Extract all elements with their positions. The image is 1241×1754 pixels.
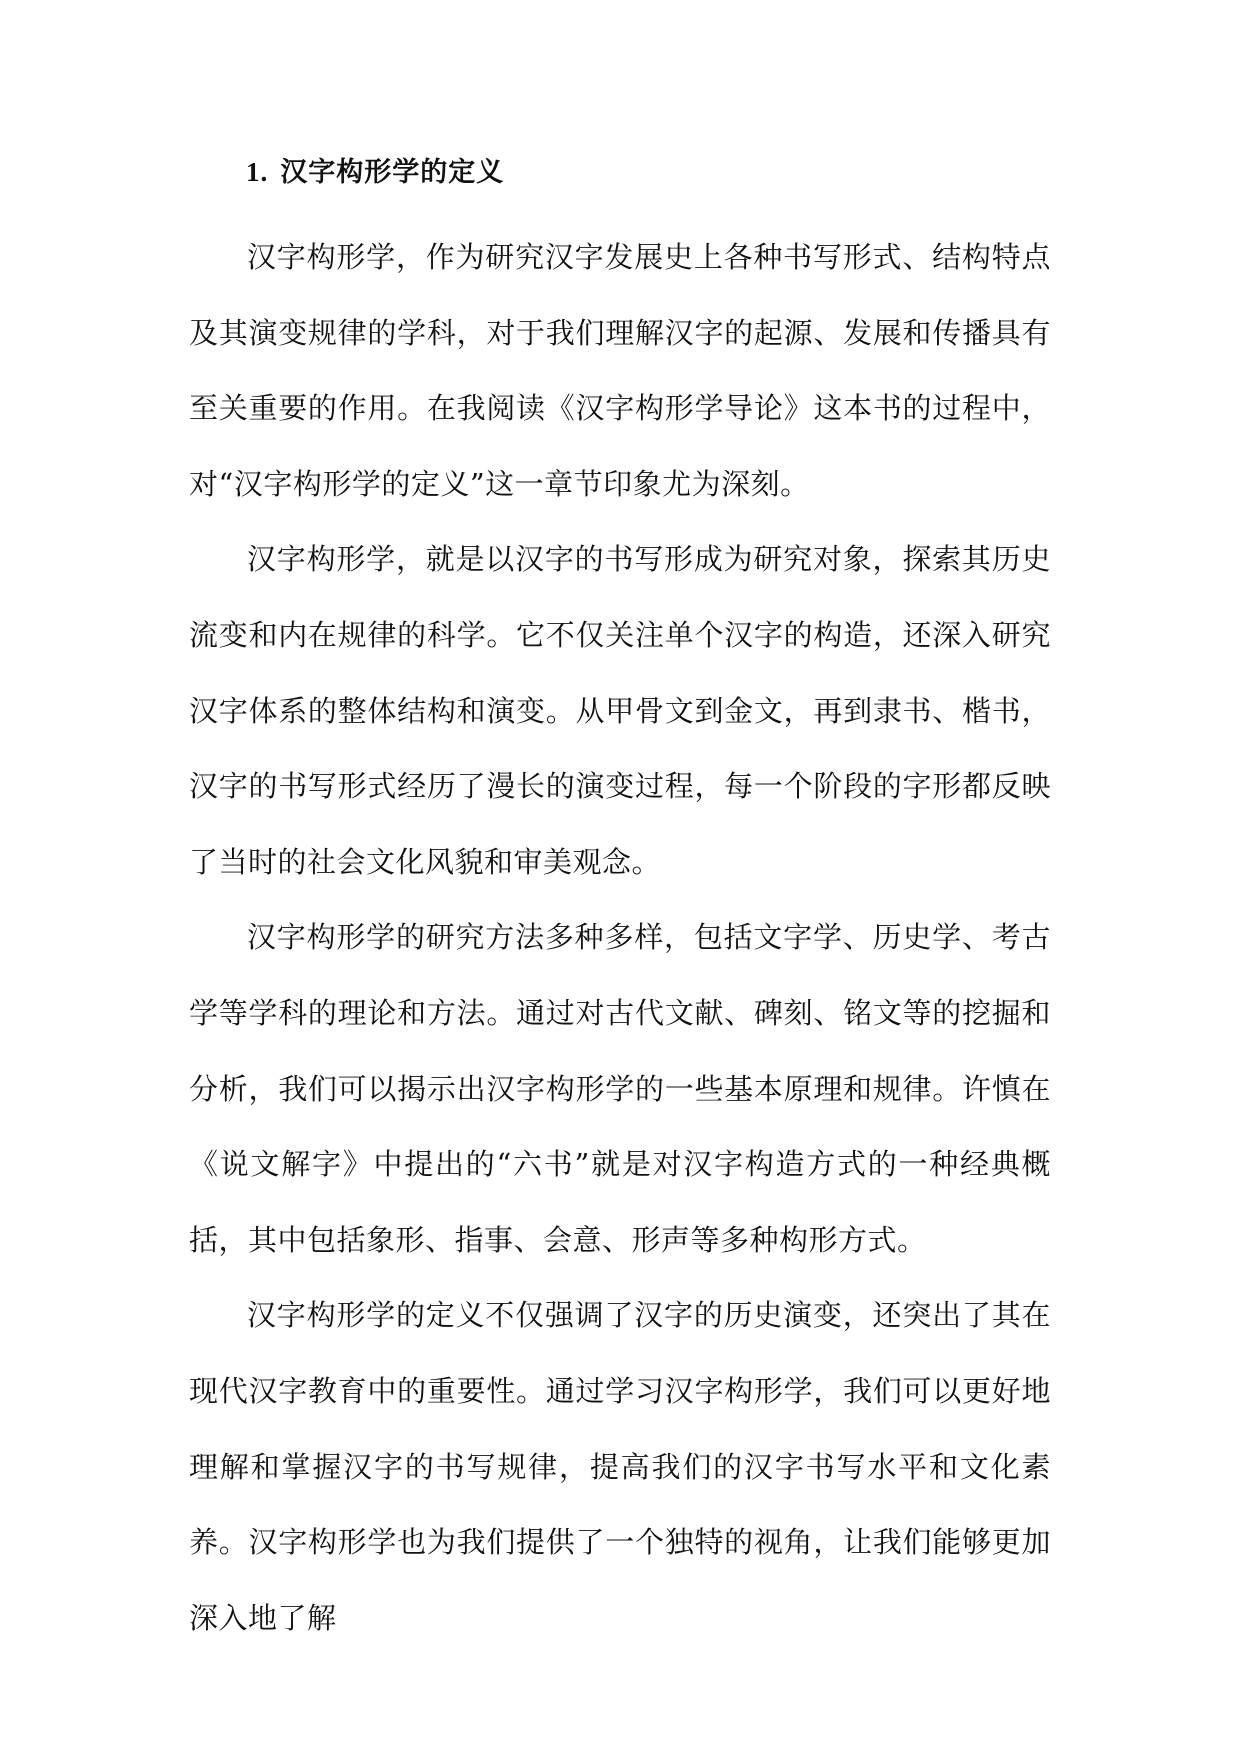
paragraph-2: 汉字构形学，就是以汉字的书写形成为研究对象，探索其历史流变和内在规律的科学。它不仅关注单个汉字的构造，还深入研究汉字体系的整体结构和演变。从甲骨文到金文，再到隶书、楷书，汉字的书写形式经历了漫长的演变过程，每一个阶段的字形都反映了当时的社会文化风貌和审美观念。 (189, 542, 1051, 879)
paragraph-1: 汉字构形学，作为研究汉字发展史上各种书写形式、结构特点及其演变规律的学科，对于我们理解汉字的起源、发展和传播具有至关重要的作用。在我阅读《汉字构形学导论》这本书的过程中，对“汉字构形学的定义”这一章节印象尤为深刻。 (189, 240, 1051, 501)
section-title: 汉字构形学的定义 (280, 157, 505, 188)
paragraph-3: 汉字构形学的研究方法多种多样，包括文字学、历史学、考古学等学科的理论和方法。通过对古代文献、碑刻、铭文等的挖掘和分析，我们可以揭示出汉字构形学的一些基本原理和规律。许慎在《说文解字》中提出的“六书”就是对汉字构造方式的一种经典概括，其中包括象形、指事、会意、形声等多种构形方式。 (189, 920, 1051, 1257)
paragraph-4: 汉字构形学的定义不仅强调了汉字的历史演变，还突出了其在现代汉字教育中的重要性。通过学习汉字构形学，我们可以更好地理解和掌握汉字的书写规律，提高我们的汉字书写水平和文化素养。汉字构形学也为我们提供了一个独特的视角，让我们能够更加深入地了解 (189, 1298, 1051, 1635)
body-text (189, 220, 1051, 1656)
section-number: 1. (246, 157, 269, 187)
section-heading (246, 145, 504, 200)
